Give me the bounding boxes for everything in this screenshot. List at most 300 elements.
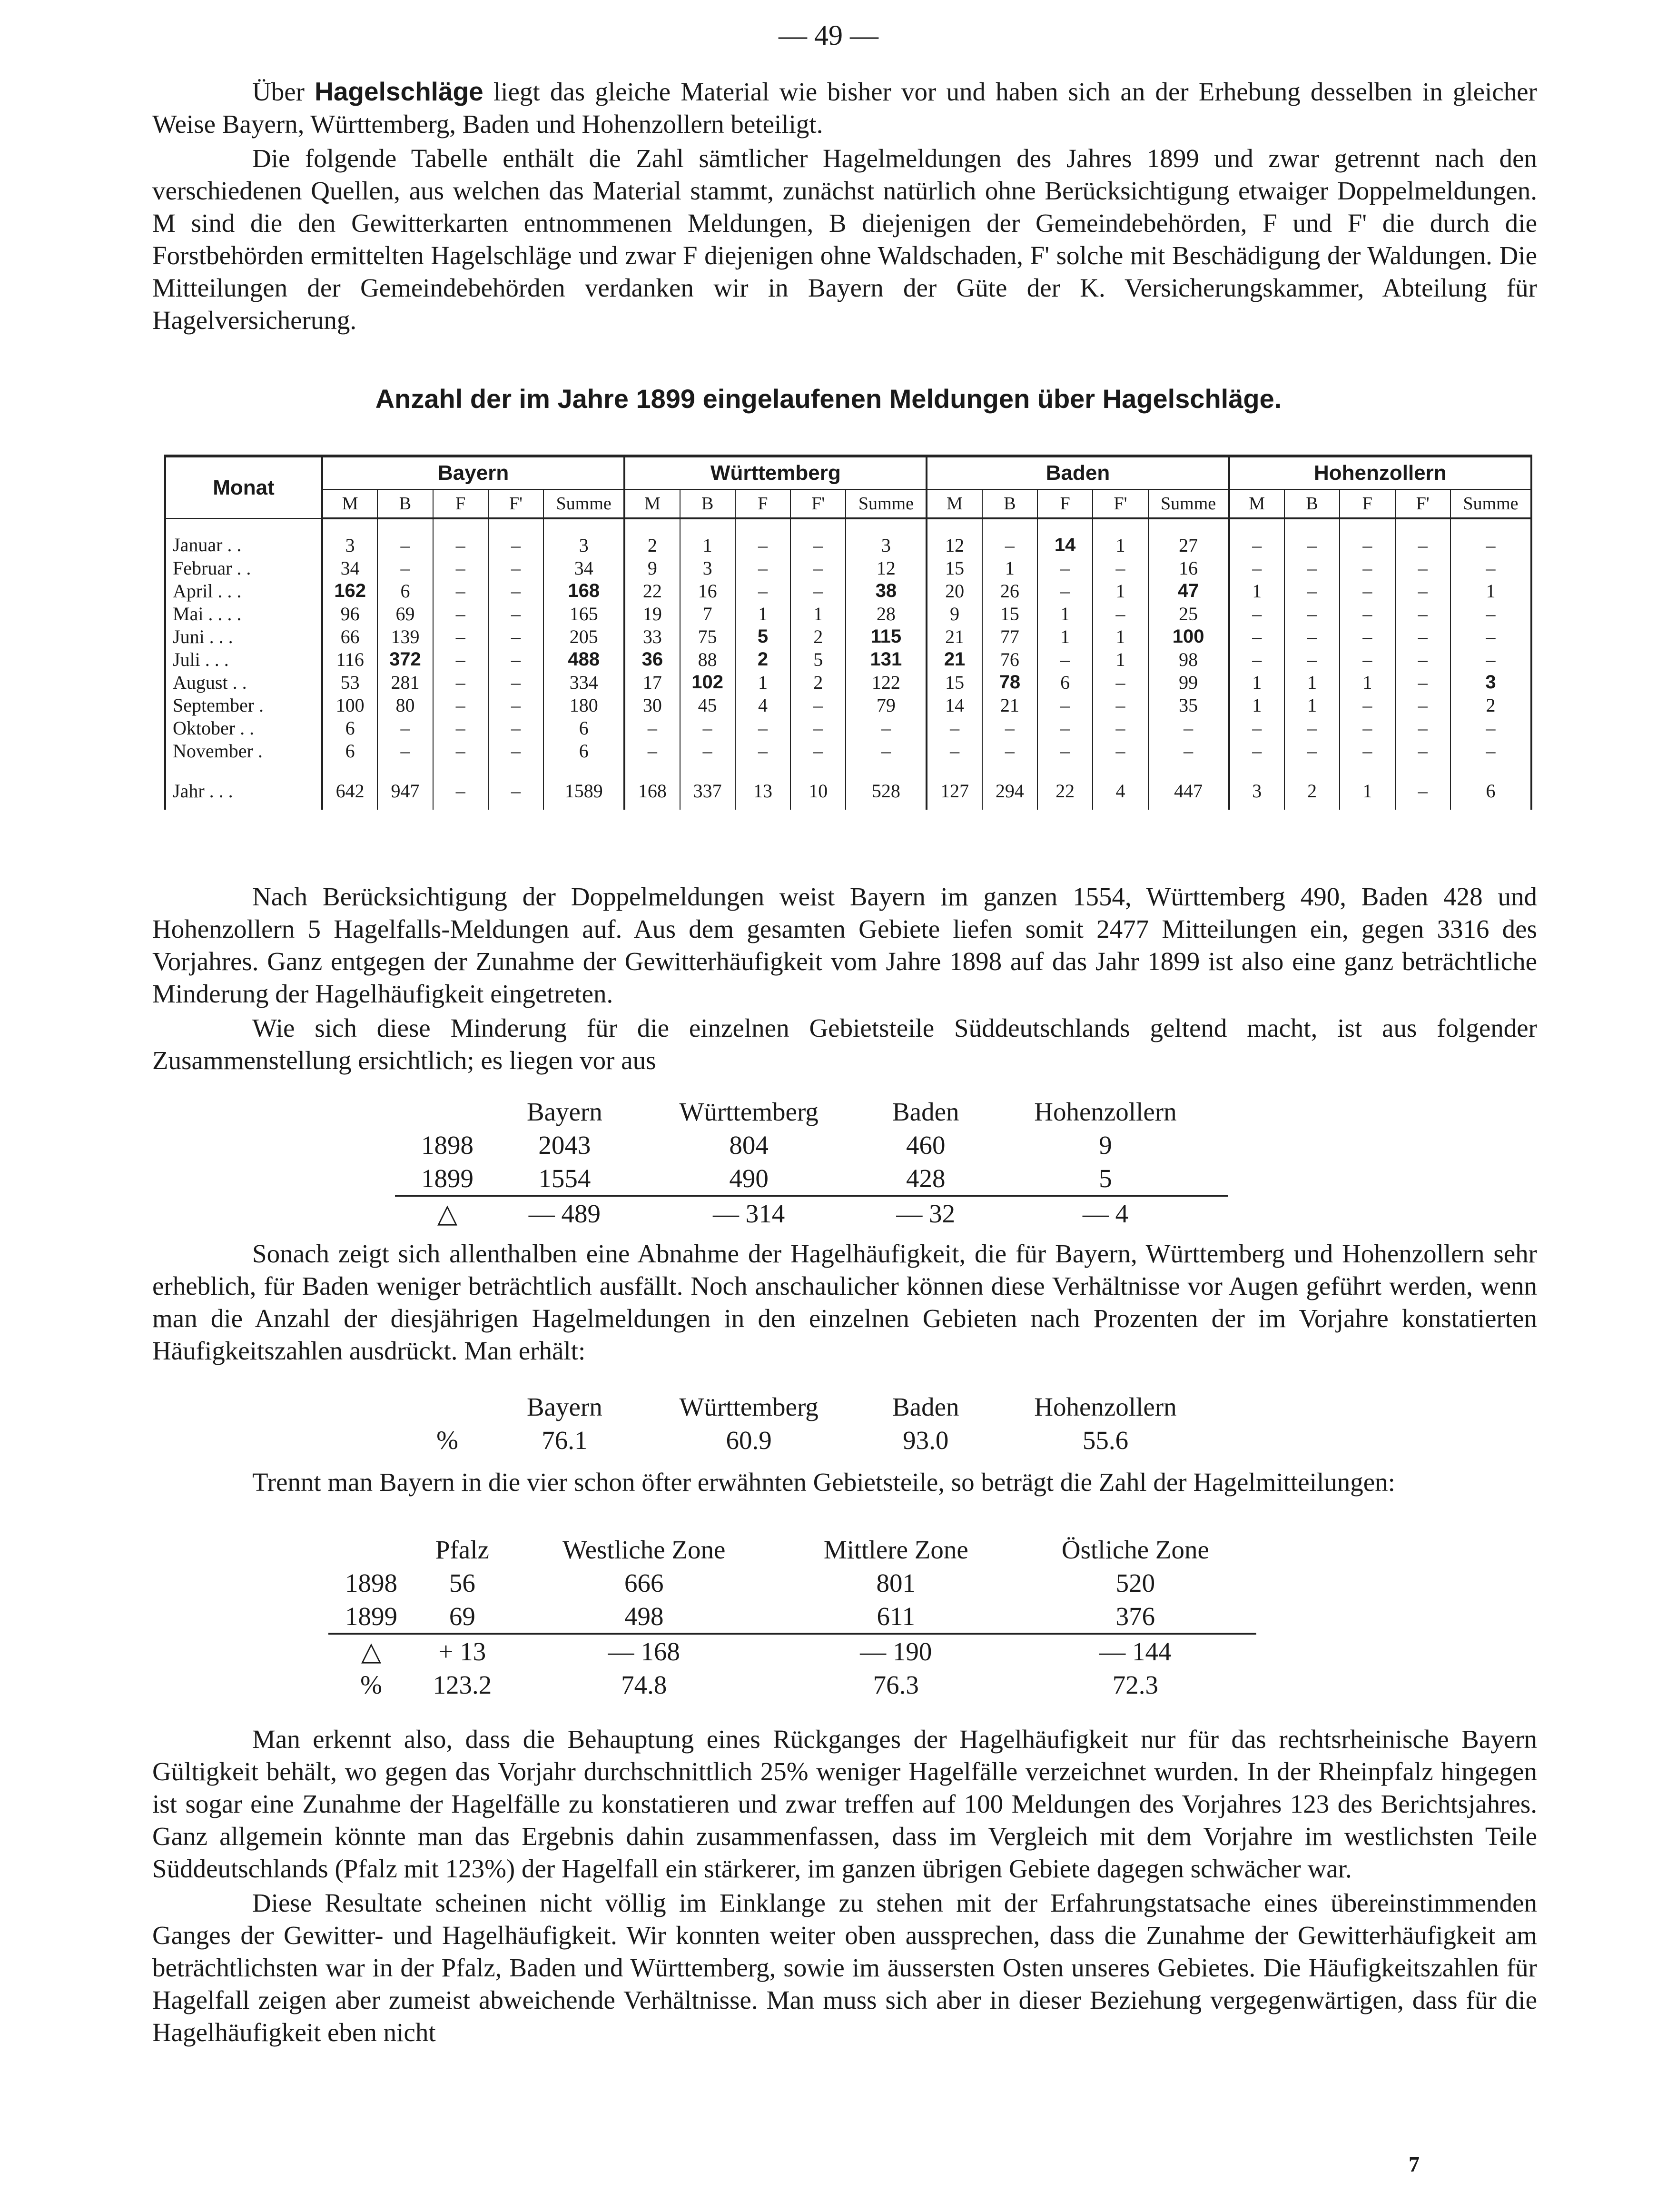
hail-reports-table (164, 455, 1532, 810)
table-cell: 6 (543, 716, 624, 739)
table-cell: – (1037, 648, 1093, 671)
table-cell: 100 (322, 694, 377, 716)
table-cell: – (433, 556, 488, 579)
subcolumn-header: F' (790, 489, 846, 518)
table-body (165, 518, 1531, 810)
table-cell: 15 (927, 671, 982, 694)
table-row (165, 762, 1531, 810)
table-cell: 1 (680, 518, 735, 556)
table-cell: – (1395, 739, 1450, 762)
cmp3-label: 1899 (345, 1601, 397, 1631)
table-cell: – (1340, 579, 1395, 602)
monat-header: Monat (165, 456, 322, 518)
table-cell: – (735, 518, 790, 556)
table-cell: 14 (1037, 518, 1093, 556)
table-cell: 1 (1340, 671, 1395, 694)
cmp2-value: 76.1 (542, 1425, 588, 1455)
table-cell: 3 (680, 556, 735, 579)
cmp2-value: 93.0 (903, 1425, 949, 1455)
cmp3-delta-row (328, 1634, 1256, 1668)
group-header: Bayern (322, 456, 624, 489)
cmp3-percent: 123.2 (433, 1670, 492, 1699)
table-cell: 168 (624, 762, 680, 810)
table-cell: 34 (322, 556, 377, 579)
table-cell: 79 (846, 694, 927, 716)
table-cell: 6 (377, 579, 433, 602)
table-cell: – (433, 762, 488, 810)
text-mid-2 (152, 1466, 1537, 1498)
table-cell: – (1450, 739, 1531, 762)
table-cell: – (735, 739, 790, 762)
cmp1-header: Baden (892, 1097, 959, 1126)
table-cell: – (1340, 625, 1395, 648)
cmp1-value: 1554 (538, 1163, 591, 1193)
cmp2-percent-row (395, 1423, 1228, 1457)
subcolumn-header: B (377, 489, 433, 518)
table-cell: – (433, 579, 488, 602)
table-cell: 1 (1093, 579, 1148, 602)
table-cell: – (1284, 579, 1340, 602)
table-cell: 4 (735, 694, 790, 716)
table-cell: 528 (846, 762, 927, 810)
table-cell: 2 (1284, 762, 1340, 810)
table-cell: 21 (927, 648, 982, 671)
table-cell: 1 (1037, 625, 1093, 648)
table-cell: – (1395, 671, 1450, 694)
table-cell: – (377, 716, 433, 739)
cmp3-value: 666 (624, 1568, 664, 1597)
cmp1-delta: — 314 (630, 1196, 868, 1230)
cmp3-value: 56 (449, 1568, 475, 1597)
table-cell: 127 (927, 762, 982, 810)
table-cell: 9 (927, 602, 982, 625)
table-cell: – (790, 556, 846, 579)
table-cell: – (433, 602, 488, 625)
table-cell: – (1229, 625, 1284, 648)
table-cell: 9 (624, 556, 680, 579)
table-cell: – (433, 518, 488, 556)
table-cell: – (790, 579, 846, 602)
table-cell: – (1395, 762, 1450, 810)
table-row (165, 739, 1531, 762)
intro-paragraph-2: Die folgende Tabelle enthält die Zahl sämtlicher Hagelmeldungen des Jahres 1899 und zwar getrennt nach den verschiedenen Quellen, aus welchen das Material stammt, zunächst natürlich ohne Berücksichtigung etwaiger Doppelmeldungen. M sind die den Gewitterkarten entnommenen Meldungen, B diejenigen der Gemeindebehörden, F und F' die durch die Forstbehörden ermittelten Hagelschläge und zwar F diejenigen ohne Waldschaden, F' solche mit Beschädigung der Waldungen. Die Mitteilungen der Gemeindebehörden verdanken wir in Bayern der Güte der K. Versicherungskammer, Abteilung für Hagelversicherung. (152, 144, 1537, 335)
table-row (165, 556, 1531, 579)
table-cell: 47 (1148, 579, 1229, 602)
table-cell: – (927, 739, 982, 762)
table-cell: 35 (1148, 694, 1229, 716)
table-cell: 12 (846, 556, 927, 579)
end-paragraph-1: Man erkennt also, dass die Behauptung eines Rückganges der Hagelhäufigkeit nur für das rechtsrheinische Bayern Gültigkeit behält, wo gegen das Vorjahr durchschnittlich 25% weniger Hagelfälle verzeichnet wurden. In der Rheinpfalz hingegen ist sogar eine Zunahme der Hagelfälle zu konstatieren und zwar treffen auf 100 Meldungen des Vorjahres 123 des Berichtsjahres. Ganz allgemein könnte man das Ergebnis dahin zusammenfassen, dass im Vergleich mit dem Vorjahre im westlichsten Teile Süddeutschlands (Pfalz mit 123%) der Hagelfall ein stärkerer, im ganzen übrigen Gebiete dagegen schwächer war. (152, 1725, 1537, 1883)
table-cell: 1 (1450, 579, 1531, 602)
mid2-paragraph-1: Trennt man Bayern in die vier schon öfter erwähnten Gebietsteile, so beträgt die Zahl der Hagelmitteilungen: (252, 1468, 1395, 1497)
table-cell: 99 (1148, 671, 1229, 694)
subcolumn-header: M (1229, 489, 1284, 518)
cmp2-header: Hohenzollern (1034, 1392, 1177, 1421)
table-cell: – (488, 716, 543, 739)
subcolumn-header: B (1284, 489, 1340, 518)
table-cell: 17 (624, 671, 680, 694)
cmp1-delta-label: △ (395, 1196, 500, 1230)
table-cell: 6 (1450, 762, 1531, 810)
table-cell: – (1093, 739, 1148, 762)
month-cell: September . (165, 694, 322, 716)
table-cell: 45 (680, 694, 735, 716)
intro-paragraph-1 (152, 75, 1537, 140)
table-cell: – (1229, 518, 1284, 556)
table-cell: 75 (680, 625, 735, 648)
table-cell: 96 (322, 602, 377, 625)
cmp3-percent: 72.3 (1112, 1670, 1159, 1699)
table-cell: 34 (543, 556, 624, 579)
table-cell: – (982, 716, 1037, 739)
subcolumn-header: F' (1395, 489, 1450, 518)
table-cell: 165 (543, 602, 624, 625)
cmp1-label: 1899 (421, 1163, 473, 1193)
table-cell: – (488, 762, 543, 810)
cmp1-header-row (395, 1095, 1228, 1128)
table-cell: 6 (543, 739, 624, 762)
subcolumn-header: Summe (1450, 489, 1531, 518)
table-cell: – (1450, 602, 1531, 625)
table-cell: 1 (1284, 671, 1340, 694)
month-cell: Juli . . . (165, 648, 322, 671)
table-cell: – (1340, 716, 1395, 739)
table-cell: 3 (322, 518, 377, 556)
table-cell: – (1395, 716, 1450, 739)
after-table-paragraph-1: Nach Berücksichtigung der Doppelmeldungen weist Bayern im ganzen 1554, Württemberg 490, Baden 428 und Hohenzollern 5 Hagelfalls-Meldungen auf. Aus dem gesamten Gebiete liefen somit 2477 Mitteilungen ein, gegen 3316 des Vorjahres. Ganz entgegen der Zunahme der Gewitterhäufigkeit vom Jahre 1898 auf das Jahr 1899 ist also eine ganz beträchtliche Minderung der Hagelhäufigkeit eingetreten. (152, 882, 1537, 1008)
table-cell: – (735, 556, 790, 579)
cmp1-value: 428 (906, 1163, 946, 1193)
table-cell: – (1395, 602, 1450, 625)
intro-rest: liegt das gleiche Material wie bisher vor und haben sich an der Erhebung desselben in gleicher Weise Bayern, Württemberg, Baden und Hohenzollern beteiligt. (152, 77, 1537, 139)
table-cell: – (1148, 739, 1229, 762)
table-cell: 1 (1093, 648, 1148, 671)
table-cell: 131 (846, 648, 927, 671)
table-cell: – (433, 694, 488, 716)
table-cell: – (846, 739, 927, 762)
table-cell: – (982, 518, 1037, 556)
table-cell: 1 (1037, 602, 1093, 625)
table-cell: – (680, 716, 735, 739)
table-cell: 78 (982, 671, 1037, 694)
cmp1-value: 2043 (538, 1130, 591, 1160)
table-cell: 12 (927, 518, 982, 556)
table-cell: – (1093, 602, 1148, 625)
table-cell: – (1229, 739, 1284, 762)
table-cell: 20 (927, 579, 982, 602)
table-cell: – (1284, 518, 1340, 556)
cmp1-row-1899 (395, 1161, 1228, 1196)
table-title: Anzahl der im Jahre 1899 eingelaufenen Meldungen über Hagelschläge. (375, 384, 1282, 414)
cmp1-delta-row (395, 1196, 1228, 1230)
table-cell: 16 (1148, 556, 1229, 579)
table-cell: – (1340, 518, 1395, 556)
cmp1-label: 1898 (421, 1130, 473, 1160)
cmp3-header-row (328, 1533, 1256, 1566)
table-row (165, 648, 1531, 671)
table-cell: – (488, 579, 543, 602)
cmp1-delta: — 4 (983, 1196, 1228, 1230)
table-cell: – (1284, 716, 1340, 739)
cmp1-value: 9 (1099, 1130, 1112, 1160)
cmp3-row-1898 (328, 1566, 1256, 1599)
table-cell: – (488, 518, 543, 556)
subcolumn-header: M (624, 489, 680, 518)
table-cell: – (1450, 556, 1531, 579)
table-group-header-row (165, 456, 1531, 489)
text-mid (152, 1238, 1537, 1367)
table-row (165, 518, 1531, 556)
cmp1-header: Bayern (526, 1097, 602, 1126)
month-cell: April . . . (165, 579, 322, 602)
comparison-table-3 (328, 1533, 1256, 1701)
table-cell: 4 (1093, 762, 1148, 810)
month-cell: Februar . . (165, 556, 322, 579)
table-cell: – (624, 716, 680, 739)
table-cell: 1 (1093, 518, 1148, 556)
table-cell: 1 (1093, 625, 1148, 648)
table-cell: 294 (982, 762, 1037, 810)
table-cell: – (1284, 602, 1340, 625)
table-cell: 1 (1284, 694, 1340, 716)
month-cell: Jahr . . . (165, 762, 322, 810)
table-cell: 30 (624, 694, 680, 716)
table-cell: – (1037, 716, 1093, 739)
subcolumn-header: M (322, 489, 377, 518)
table-cell: – (488, 556, 543, 579)
table-cell: – (1284, 556, 1340, 579)
table-cell: 14 (927, 694, 982, 716)
table-cell: – (488, 694, 543, 716)
table-cell: – (433, 671, 488, 694)
table-cell: – (488, 602, 543, 625)
table-cell: – (1450, 518, 1531, 556)
cmp2-label: % (436, 1425, 458, 1455)
intro-lead: Über (252, 77, 315, 106)
subcolumn-header: F' (488, 489, 543, 518)
table-cell: – (680, 739, 735, 762)
cmp1-value: 5 (1099, 1163, 1112, 1193)
cmp3-delta: — 168 (511, 1634, 778, 1668)
table-cell: – (1340, 694, 1395, 716)
table-cell: 6 (322, 716, 377, 739)
table-cell: – (1093, 556, 1148, 579)
cmp3-label: 1898 (345, 1568, 397, 1597)
table-cell: – (1093, 694, 1148, 716)
table-cell: 2 (735, 648, 790, 671)
intro-bold-term: Hagelschläge (315, 77, 483, 106)
table-cell: – (1340, 648, 1395, 671)
table-cell: – (1148, 716, 1229, 739)
subcolumn-header: M (927, 489, 982, 518)
table-cell: 5 (790, 648, 846, 671)
table-cell: – (1395, 556, 1450, 579)
table-cell: 2 (1450, 694, 1531, 716)
table-cell: 115 (846, 625, 927, 648)
table-cell: 2 (790, 671, 846, 694)
table-cell: 21 (927, 625, 982, 648)
mid-paragraph-1: Sonach zeigt sich allenthalben eine Abnahme der Hagelhäufigkeit, die für Bayern, Württemberg und Hohenzollern sehr erheblich, für Baden weniger beträchtlich ausfällt. Noch anschaulicher können diese Verhältnisse vor Augen geführt werden, wenn man die Anzahl der diesjährigen Hagelmeldungen in den einzelnen Gebieten nach Prozenten der im Vorjahre konstatierten Häufigkeitszahlen ausdrückt. Man erhält: (152, 1239, 1537, 1365)
table-cell: – (377, 518, 433, 556)
table-cell: 180 (543, 694, 624, 716)
table-cell: 1 (735, 602, 790, 625)
table-cell: 642 (322, 762, 377, 810)
cmp2-header: Baden (892, 1392, 959, 1421)
table-row (165, 602, 1531, 625)
table-cell: – (1284, 625, 1340, 648)
table-cell: 19 (624, 602, 680, 625)
cmp3-percent-label: % (360, 1670, 382, 1699)
table-cell: 80 (377, 694, 433, 716)
table-cell: 122 (846, 671, 927, 694)
table-cell: 447 (1148, 762, 1229, 810)
table-cell: 168 (543, 579, 624, 602)
after-table-paragraph-2: Wie sich diese Minderung für die einzelnen Gebietsteile Süddeutschlands geltend macht, ist aus folgender Zusammenstellung ersichtlich; es liegen vor aus (152, 1013, 1537, 1075)
cmp3-delta-label: △ (328, 1634, 414, 1668)
table-cell: – (1340, 739, 1395, 762)
table-cell: – (1395, 648, 1450, 671)
table-cell: 76 (982, 648, 1037, 671)
table-cell: 1 (1340, 762, 1395, 810)
table-cell: 1 (735, 671, 790, 694)
cmp3-percent: 74.8 (621, 1670, 667, 1699)
table-cell: 3 (846, 518, 927, 556)
subcolumn-header: F (433, 489, 488, 518)
table-cell: – (1450, 648, 1531, 671)
table-cell: 372 (377, 648, 433, 671)
table-cell: 38 (846, 579, 927, 602)
cmp2-header: Württemberg (679, 1392, 819, 1421)
table-cell: – (1340, 556, 1395, 579)
cmp3-percent-row (328, 1668, 1256, 1701)
cmp3-value: 498 (624, 1601, 664, 1631)
table-cell: – (1093, 716, 1148, 739)
table-cell: 162 (322, 579, 377, 602)
month-cell: Oktober . . (165, 716, 322, 739)
table-row (165, 579, 1531, 602)
table-cell: – (1229, 556, 1284, 579)
subcolumn-header: Summe (846, 489, 927, 518)
cmp3-header: Mittlere Zone (823, 1535, 968, 1564)
table-cell: 1 (1229, 694, 1284, 716)
table-cell: 88 (680, 648, 735, 671)
cmp2-header-row (395, 1390, 1228, 1423)
table-cell: 15 (982, 602, 1037, 625)
comparison-table-2 (395, 1390, 1228, 1457)
table-cell: 6 (322, 739, 377, 762)
table-cell: – (433, 716, 488, 739)
cmp3-header: Östliche Zone (1061, 1535, 1209, 1564)
table-cell: – (624, 739, 680, 762)
cmp1-header: Württemberg (679, 1097, 819, 1126)
table-cell: – (1450, 716, 1531, 739)
table-cell: 2 (624, 518, 680, 556)
cmp3-value: 376 (1115, 1601, 1155, 1631)
table-row (165, 716, 1531, 739)
table-cell: 334 (543, 671, 624, 694)
table-cell: – (488, 671, 543, 694)
cmp3-value: 801 (876, 1568, 916, 1597)
cmp1-delta: — 32 (868, 1196, 983, 1230)
table-cell: – (790, 739, 846, 762)
group-header: Hohenzollern (1229, 456, 1531, 489)
table-cell: – (927, 716, 982, 739)
table-cell: – (1395, 625, 1450, 648)
table-cell: – (1395, 579, 1450, 602)
table-cell: 1 (1229, 579, 1284, 602)
table-cell: – (488, 648, 543, 671)
cmp3-row-1899 (328, 1599, 1256, 1634)
table-cell: 1 (790, 602, 846, 625)
subcolumn-header: B (680, 489, 735, 518)
subcolumn-header: B (982, 489, 1037, 518)
table-cell: – (377, 556, 433, 579)
end-paragraph-2: Diese Resultate scheinen nicht völlig im Einklange zu stehen mit der Erfahrungstatsache eines übereinstimmenden Ganges der Gewitter- und Hagelhäufigkeit. Wir konnten weiter oben aussprechen, dass die Zunahme der Gewitterhäufigkeit am beträchtlichsten war in der Pfalz, Baden und Württemberg, sowie im äussersten Osten unseres Gebietes. Die Häufigkeitszahlen für Hagelfall zeigen aber zumeist abweichende Verhältnisse. Man muss sich aber in dieser Beziehung vergegenwärtigen, dass für die Hagelhäufigkeit eben nicht (152, 1888, 1537, 2047)
group-header: Württemberg (624, 456, 927, 489)
table-cell: 6 (1037, 671, 1093, 694)
cmp1-row-1898 (395, 1128, 1228, 1161)
table-cell: 281 (377, 671, 433, 694)
month-cell: Juni . . . (165, 625, 322, 648)
table-cell: – (1037, 739, 1093, 762)
table-cell: 1 (1229, 671, 1284, 694)
table-subcolumn-header-row (165, 489, 1531, 518)
table-cell: 66 (322, 625, 377, 648)
cmp3-percent: 76.3 (873, 1670, 919, 1699)
table-cell: 33 (624, 625, 680, 648)
table-cell: 139 (377, 625, 433, 648)
table-cell: – (1229, 602, 1284, 625)
table-row (165, 694, 1531, 716)
text-after-table (152, 881, 1537, 1077)
table-cell: 7 (680, 602, 735, 625)
table-cell: 5 (735, 625, 790, 648)
cmp2-value: 60.9 (726, 1425, 772, 1455)
table-cell: 488 (543, 648, 624, 671)
table-cell: 947 (377, 762, 433, 810)
table-cell: 16 (680, 579, 735, 602)
table-cell: 100 (1148, 625, 1229, 648)
table-cell: 1589 (543, 762, 624, 810)
table-cell: 21 (982, 694, 1037, 716)
cmp3-delta: — 190 (778, 1634, 1015, 1668)
table-cell: 3 (1229, 762, 1284, 810)
table-cell: 27 (1148, 518, 1229, 556)
table-cell: – (377, 739, 433, 762)
cmp2-header: Bayern (526, 1392, 602, 1421)
subcolumn-header: F (735, 489, 790, 518)
group-header: Baden (927, 456, 1229, 489)
table-cell: – (1395, 518, 1450, 556)
table-cell: – (433, 625, 488, 648)
table-cell: 116 (322, 648, 377, 671)
cmp2-value: 55.6 (1082, 1425, 1129, 1455)
cmp3-header: Westliche Zone (562, 1535, 726, 1564)
table-cell: – (1229, 648, 1284, 671)
cmp3-delta: + 13 (414, 1634, 511, 1668)
table-cell: 3 (1450, 671, 1531, 694)
table-cell: 1 (982, 556, 1037, 579)
table-cell: 36 (624, 648, 680, 671)
table-cell: 2 (790, 625, 846, 648)
table-cell: 3 (543, 518, 624, 556)
table-cell: 10 (790, 762, 846, 810)
table-cell: – (1284, 648, 1340, 671)
month-cell: August . . (165, 671, 322, 694)
table-cell: – (488, 739, 543, 762)
subcolumn-header: F (1340, 489, 1395, 518)
table-cell: – (433, 739, 488, 762)
